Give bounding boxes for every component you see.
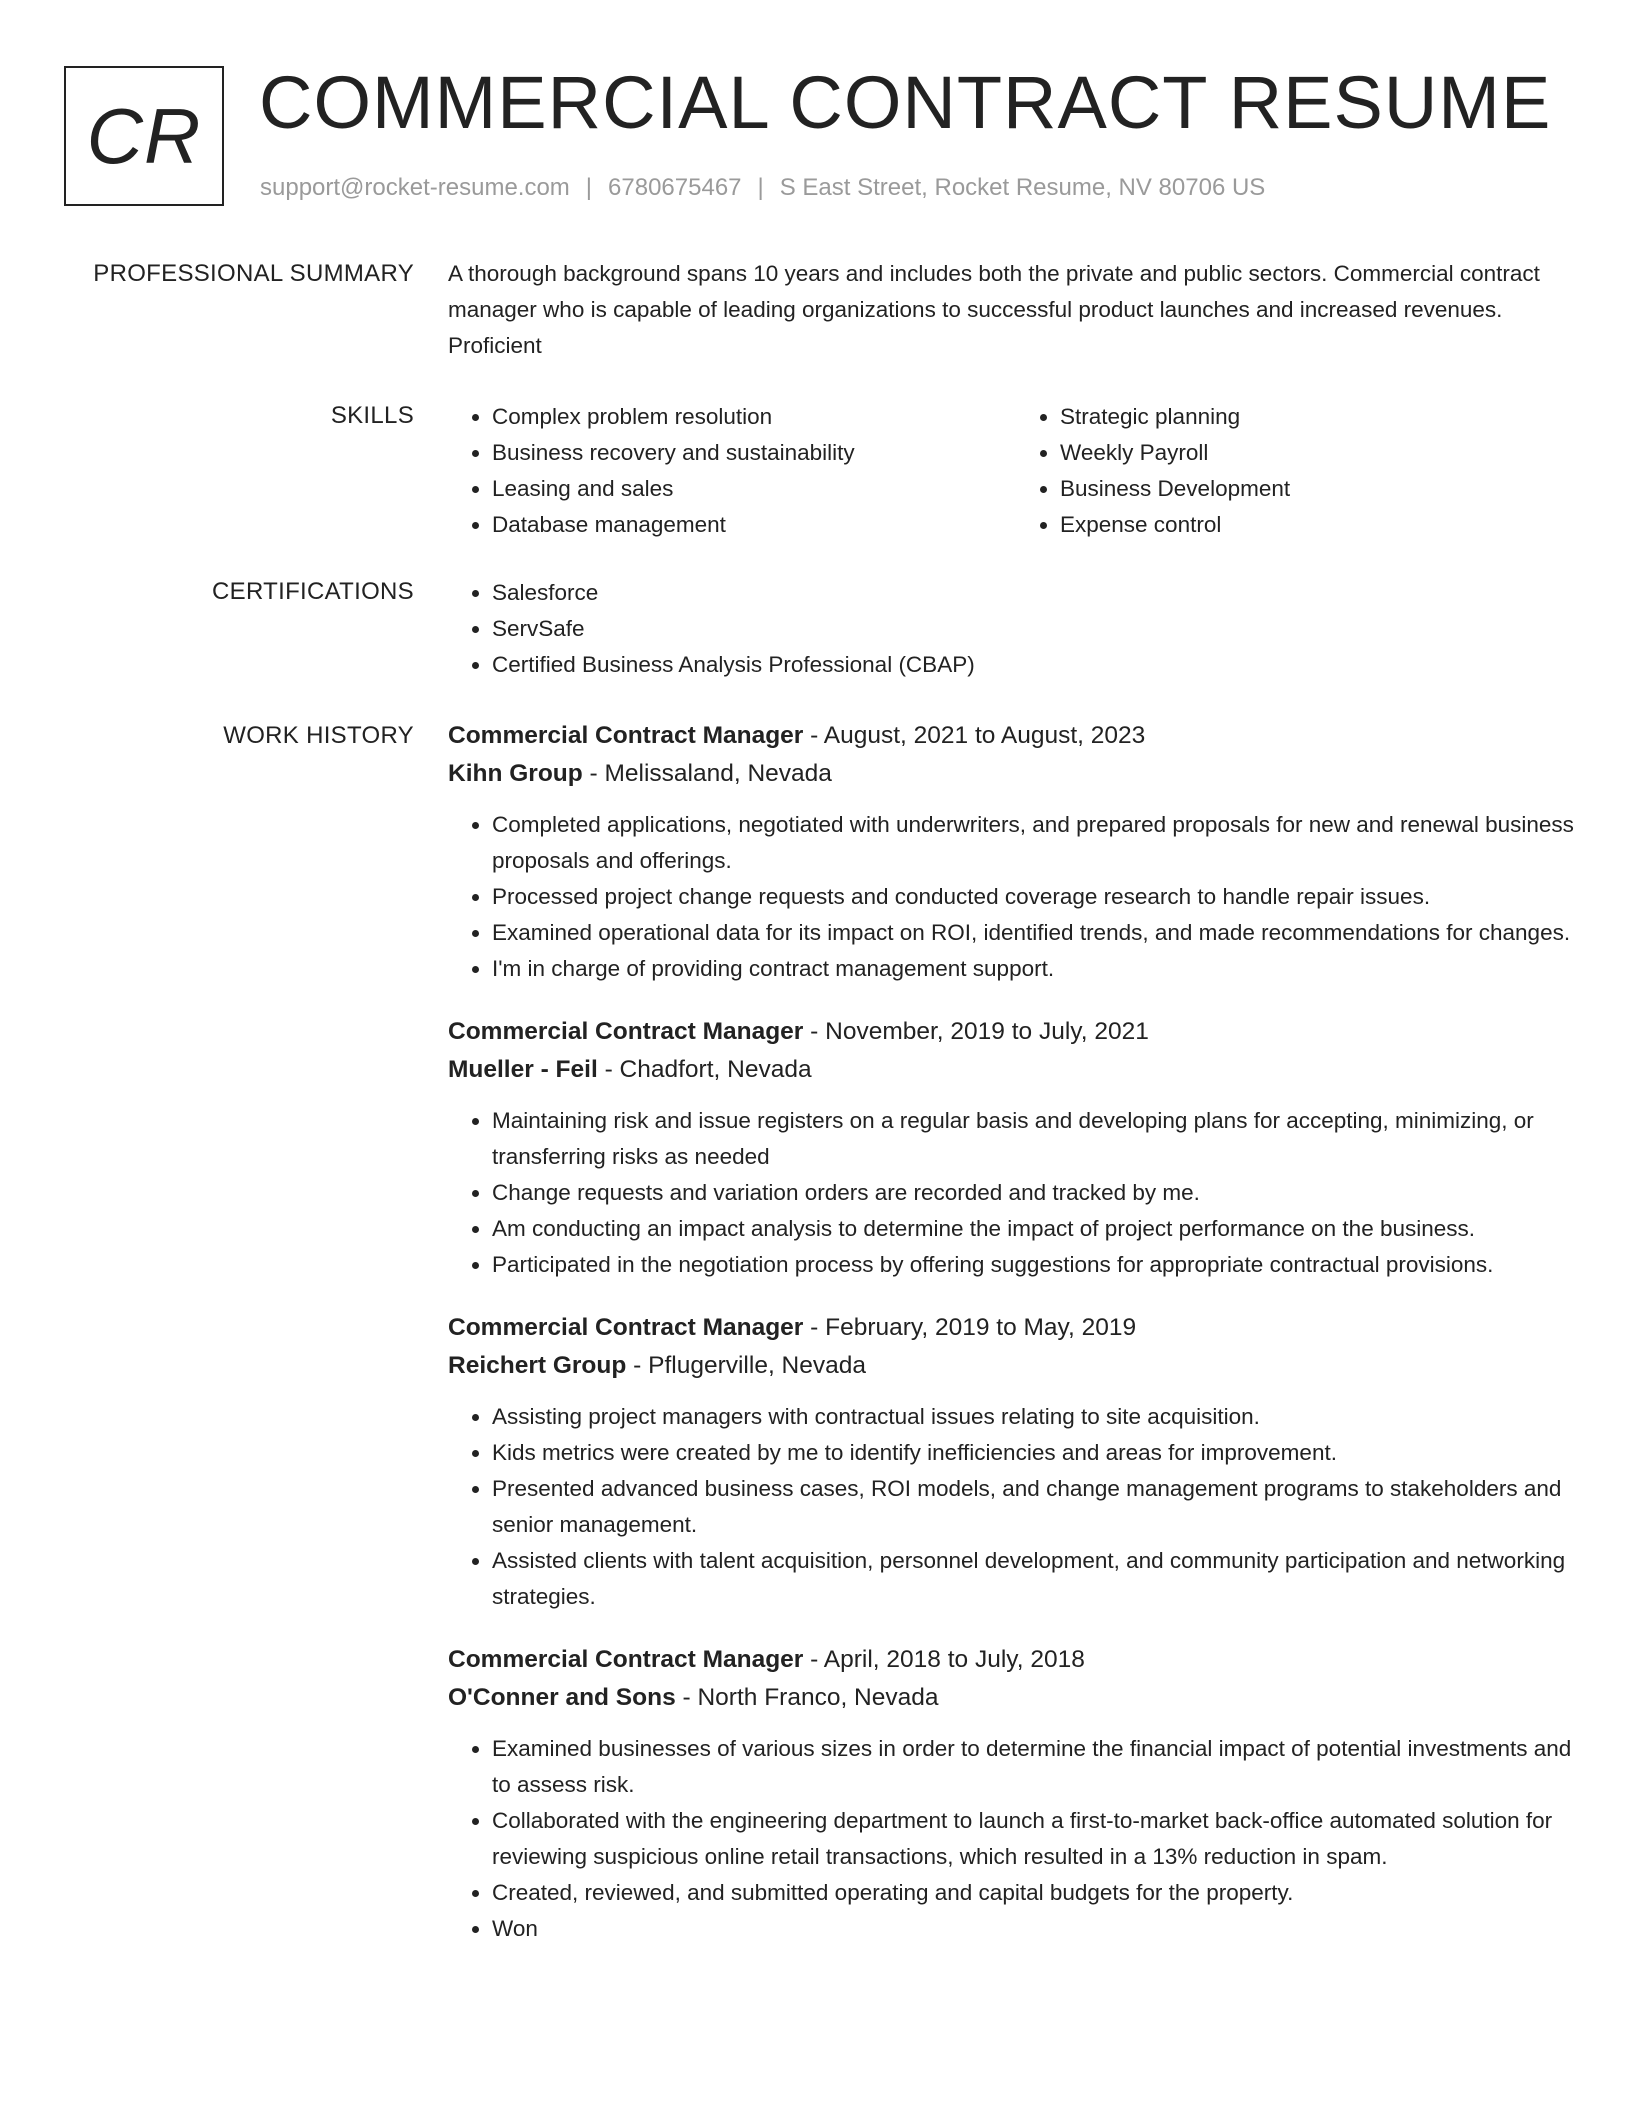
list-item: • Business recovery and sustainability — [492, 435, 1016, 471]
list-item: • Change requests and variation orders are recorded and tracked by me. — [492, 1175, 1584, 1211]
job-title-line — [448, 1013, 1584, 1051]
list-item: • Completed applications, negotiated with underwriters, and prepared proposals for new and renewal business proposals and offerings. — [492, 807, 1584, 879]
list-item: • Am conducting an impact analysis to determine the impact of project performance on the business. — [492, 1211, 1584, 1247]
list-item: • Won — [492, 1911, 1584, 1947]
list-item: • Participated in the negotiation process by offering suggestions for appropriate contractual provisions. — [492, 1247, 1584, 1283]
contact-line — [260, 174, 1265, 202]
list-item: • I'm in charge of providing contract management support. — [492, 951, 1584, 987]
list-item: • Certified Business Analysis Professional (CBAP) — [492, 647, 1584, 683]
job-location: - Pflugerville, Nevada — [626, 1352, 867, 1379]
list-item: • Salesforce — [492, 575, 1584, 611]
job-title-line — [448, 1641, 1584, 1679]
job-bullets — [448, 1399, 1584, 1615]
job-entry — [448, 1013, 1584, 1283]
list-item: • Weekly Payroll — [1060, 435, 1584, 471]
job-company: O'Conner and Sons — [448, 1684, 676, 1711]
list-item: • Maintaining risk and issue registers on a regular basis and developing plans for accepting, minimizing, or transferring risks as needed — [492, 1103, 1584, 1175]
contact-separator: | — [585, 174, 593, 201]
certifications-list — [448, 575, 1584, 683]
list-item: • Presented advanced business cases, ROI models, and change management programs to stakeholders and senior management. — [492, 1471, 1584, 1543]
list-item: • Expense control — [1060, 507, 1584, 543]
list-item: • Database management — [492, 507, 1016, 543]
job-company-line — [448, 1347, 1584, 1385]
list-item: • Examined businesses of various sizes in order to determine the financial impact of potential investments and to assess risk. — [492, 1731, 1584, 1803]
skills-list — [448, 399, 1584, 543]
job-title-line — [448, 1309, 1584, 1347]
list-item: • Strategic planning — [1060, 399, 1584, 435]
job-entry — [448, 1309, 1584, 1615]
skills-column-right — [1016, 399, 1584, 543]
job-company: Kihn Group — [448, 760, 583, 787]
job-location: - Chadfort, Nevada — [597, 1056, 812, 1083]
section-label-summary: PROFESSIONAL SUMMARY — [93, 260, 414, 287]
job-company: Reichert Group — [448, 1352, 627, 1379]
contact-address: S East Street, Rocket Resume, NV 80706 US — [779, 174, 1266, 201]
job-dates: - April, 2018 to July, 2018 — [803, 1646, 1085, 1673]
job-dates: - November, 2019 to July, 2021 — [803, 1018, 1149, 1045]
job-location: - North Franco, Nevada — [675, 1684, 939, 1711]
contact-phone[interactable]: 6780675467 — [608, 174, 742, 201]
list-item: • Business Development — [1060, 471, 1584, 507]
job-bullets — [448, 807, 1584, 987]
job-entry — [448, 1641, 1584, 1947]
list-item: • Kids metrics were created by me to identify inefficiencies and areas for improvement. — [492, 1435, 1584, 1471]
list-item: • Complex problem resolution — [492, 399, 1016, 435]
section-label-work-history: WORK HISTORY — [223, 722, 414, 749]
resume-title: COMMERCIAL CONTRACT RESUME — [259, 61, 1552, 144]
contact-separator: | — [757, 174, 764, 201]
list-item: • Assisted clients with talent acquisition, personnel development, and community participation and networking strategies. — [492, 1543, 1584, 1615]
list-item: • Assisting project managers with contractual issues relating to site acquisition. — [492, 1399, 1584, 1435]
job-company-line — [448, 1679, 1584, 1717]
job-title-line — [448, 717, 1584, 755]
job-entry — [448, 717, 1584, 987]
list-item: • Processed project change requests and conducted coverage research to handle repair issues. — [492, 879, 1584, 915]
list-item: • Created, reviewed, and submitted operating and capital budgets for the property. — [492, 1875, 1584, 1911]
job-title: Commercial Contract Manager — [448, 1018, 804, 1045]
job-dates: - February, 2019 to May, 2019 — [803, 1314, 1137, 1341]
job-title: Commercial Contract Manager — [448, 1646, 804, 1673]
job-title: Commercial Contract Manager — [448, 1314, 804, 1341]
skills-column-left — [448, 399, 1016, 543]
job-dates: - August, 2021 to August, 2023 — [803, 722, 1146, 749]
section-label-certifications: CERTIFICATIONS — [212, 578, 414, 605]
summary-text: A thorough background spans 10 years and includes both the private and public sectors. Commercial contract manager who is capable of leading organizations to successful product launches and increased revenues. Proficient — [448, 261, 1540, 358]
list-item: • Examined operational data for its impact on ROI, identified trends, and made recommendations for changes. — [492, 915, 1584, 951]
contact-email[interactable]: support@rocket-resume.com — [260, 174, 570, 201]
monogram-badge: CR — [64, 66, 224, 206]
job-location: - Melissaland, Nevada — [582, 760, 832, 787]
job-company-line — [448, 755, 1584, 793]
list-item: • Collaborated with the engineering department to launch a first-to-market back-office automated solution for reviewing suspicious online retail transactions, which resulted in a 13% reduction in spam. — [492, 1803, 1584, 1875]
list-item: • ServSafe — [492, 611, 1584, 647]
section-label-skills: SKILLS — [330, 402, 414, 429]
job-bullets — [448, 1731, 1584, 1947]
job-company: Mueller - Feil — [448, 1056, 598, 1083]
job-bullets — [448, 1103, 1584, 1283]
work-history-list — [448, 717, 1584, 1973]
job-title: Commercial Contract Manager — [448, 722, 804, 749]
resume-header — [64, 61, 1584, 210]
list-item: • Leasing and sales — [492, 471, 1016, 507]
job-company-line — [448, 1051, 1584, 1089]
